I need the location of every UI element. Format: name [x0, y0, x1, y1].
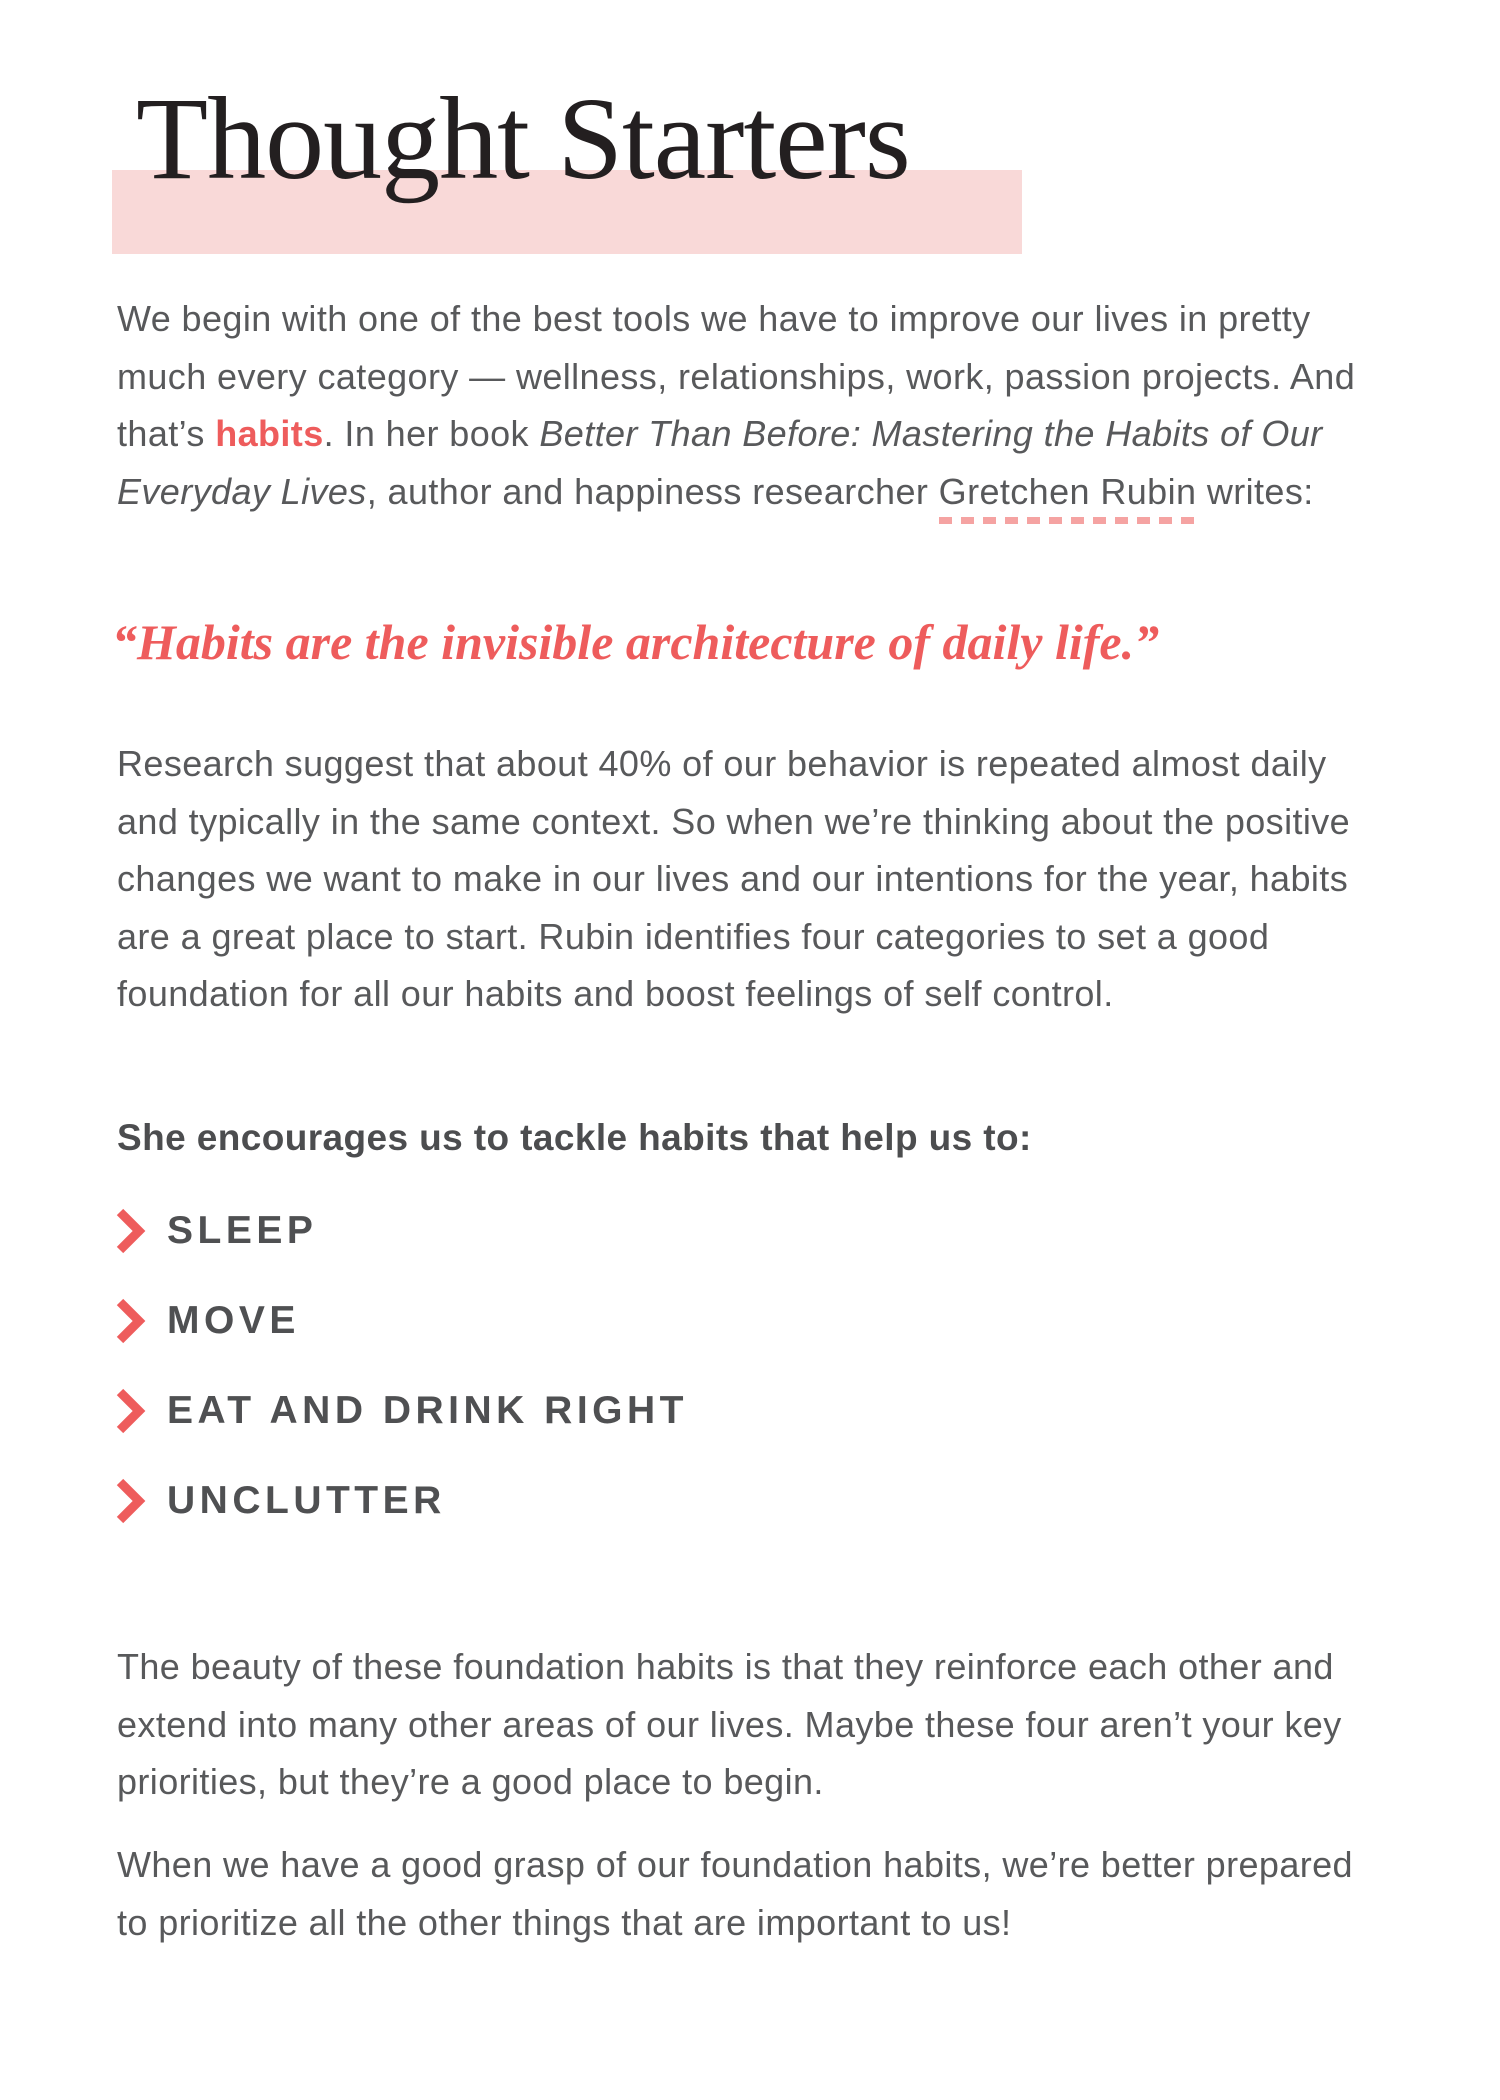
author-link[interactable]: Gretchen Rubin [939, 471, 1197, 526]
research-paragraph: Research suggest that about 40% of our behavior is repeated almost daily and typically in the same context. So when we’re thinking about the positive changes we want to make in our lives and our intentions for the year, habits are a great place to start. Rubin identifies four categories to set a good foundation for all our habits and boost feelings of self control. [117, 743, 1351, 1014]
habit-label: MOVE [167, 1299, 300, 1342]
closing-paragraph: When we have a good grasp of our foundation habits, we’re better prepared to prioritize all the other things that are important to us! [117, 1844, 1353, 1943]
list-item [113, 1298, 688, 1344]
intro-tail-text: writes: [1196, 470, 1314, 512]
chevron-right-icon [113, 1388, 149, 1434]
list-intro-heading: She encourages us to tackle habits that help us to: [117, 1117, 1032, 1158]
intro-after-habits-text: . In her book [323, 413, 540, 454]
habit-label: SLEEP [167, 1209, 318, 1252]
pull-quote: “Habits are the invisible architecture of daily life.” [112, 614, 1160, 670]
habit-label: UNCLUTTER [167, 1479, 446, 1522]
list-item [113, 1478, 688, 1524]
page-title: Thought Starters [136, 73, 910, 204]
habit-list [113, 1208, 688, 1568]
intro-lead-text: We begin with one of the best tools we have to improve our lives in pretty much every category — wellness, relationships, work, passion projects. And that’s [117, 298, 1356, 454]
book-title: Better Than Before: Mastering the Habits of Our Everyday Lives [117, 413, 1323, 512]
habit-label: EAT AND DRINK RIGHT [167, 1389, 688, 1432]
closing-paragraph: The beauty of these foundation habits is that they reinforce each other and extend into many other areas of our lives. Maybe these four aren’t your key priorities, but they’re a good place to begin. [117, 1646, 1342, 1802]
list-item [113, 1208, 688, 1254]
habits-keyword: habits [215, 413, 324, 454]
intro-after-book-text: , author and happiness researcher [366, 470, 939, 512]
intro-paragraph [117, 290, 1367, 520]
chevron-right-icon [113, 1478, 149, 1524]
list-item [113, 1388, 688, 1434]
chevron-right-icon [113, 1298, 149, 1344]
chevron-right-icon [113, 1208, 149, 1254]
